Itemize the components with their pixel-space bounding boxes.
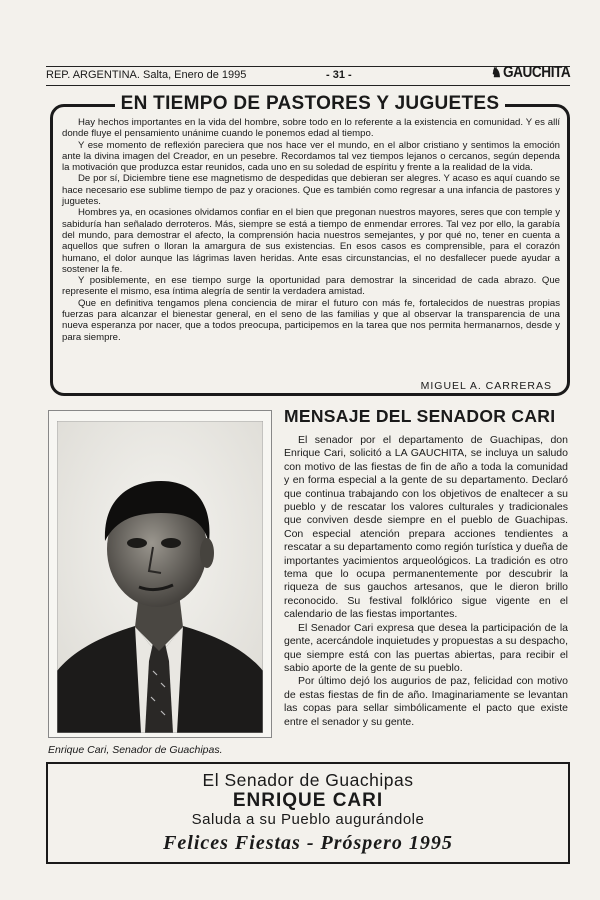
article-paragraph: Por último dejó los augurios de paz, felicidad con motivo de estas fiestas de fin de año. Imaginariamente se levantan las copas para sellar simbólicamente el pacto que existe entre el senador y su gente. [284,675,568,728]
article-paragraph: El Senador Cari expresa que desea la participación de la gente, acercándole inquietudes y propuestas a su despacho, que siempre está con las puertas abiertas, para recibir el sabio aporte de la gente de su pueblo. [284,621,568,674]
editorial-paragraph: Y posiblemente, en ese tiempo surge la oportunidad para demostrar la sinceridad de cada abrazo. Que represente el mismo, esa íntima alegría de sentir la verdadera amistad. [62,275,560,298]
senator-portrait-photo [57,421,263,733]
article-body [284,434,568,729]
header-location: REP. ARGENTINA. Salta, Enero de 1995 [46,69,247,81]
editorial-paragraph: Hay hechos importantes en la vida del hombre, sobre todo en lo referente a la existencia en comunidad. Y es allí donde fluye el pensamiento unánime cuando le ponemos edad al tiempo. [62,117,560,140]
editorial-title [50,93,570,115]
page-header [46,66,570,86]
editorial-body [62,117,560,343]
greeting-ad-box [46,762,570,864]
editorial-author: MIGUEL A. CARRERAS [420,380,552,392]
photo-caption: Enrique Cari, Senador de Guachipas. [48,744,223,756]
page-number: - 31 - [326,69,352,81]
editorial-title-text: EN TIEMPO DE PASTORES Y JUGUETES [115,93,506,114]
editorial-paragraph: Y ese momento de reflexión pareciera que nos hace ver el mundo, en el albor cristiano y sentimos la emoción ante la divina imagen del Creador, en un pesebre. Recordamos tal vez tiempos lejanos o cercanos, según dependa la motivación que produzca estar reunidos, cada uno en su soledad de espíritu y frente a la realidad de la vida. [62,139,560,174]
editorial-paragraph: Hombres ya, en ocasiones olvidamos confiar en el bien que pregonan nuestros mayores, seres que con temple y sabiduría han señalado derroteros. Más, siempre se está a tiempo de enmendar errores. Tal vez por ello, la garabía del mundo, para demostrar el afecto, la comprensión hacia nuestros semejantes, y por qué no, tener en cuenta a aquellos que sufren o lloran la amargura de sus existencias. En esos casos es comprensible, para el corazón humano, el dolor aunque las lágrimas laven heridas. Ante esas circunstancias, el no desfallecer puede ayudar a sostener la fe. [62,207,560,275]
article-paragraph: El senador por el departamento de Guachipas, don Enrique Cari, solicitó a LA GAUCHITA, se incluya un saludo con motivo de las fiestas de fin de año a toda la comunidad y en forma especial a la gente de su departamento. Declaró que continua trabajando con los objetivos de enaltecer a su pueblo y de rescatar los valores culturales y tradicionales que conviven desde siempre en el pueblo de Guachipas. Con especial atención prepara acciones tendientes a rescatar a su departamento como región turística y dueña de importantes yacimientos arqueológicos. La tradición es otro tema que lo ocupa permanentemente por descubrir la riqueza de sus gauchos artesanos, que le dieron brillo reconocido. Su festival folklórico sigue vigente en el calendario de las fiestas importantes. [284,434,568,621]
senator-photo-frame [48,410,272,738]
ad-line-greeting: Saluda a su Pueblo augurándole [191,811,425,828]
editorial-paragraph: Que en definitiva tengamos plena conciencia de mirar el futuro con más fe, fortalecidos de nuestras propias fuerzas para alcanzar el bienestar general, en el seno de las familias y que al observar la transparencia de una nueva esperanza por nacer, que a todos preocupa, participemos en la tarea que nos permita hermanarnos, desde y para siempre. [62,297,560,343]
article-title: MENSAJE DEL SENADOR CARI [284,406,556,426]
header-rule-bottom [46,85,570,86]
ad-line-wishes: Felices Fiestas - Próspero 1995 [163,832,453,854]
editorial-paragraph: De por sí, Diciembre tiene ese magnetismo de despedidas que debieran ser alegres. Y acaso es aquí cuando se hace necesario ese sublime tiempo de paz y oraciones. Que es también como regresar a una infancia de pastores y juguetes. [62,173,560,208]
newspaper-logo [491,64,570,82]
ad-line-senator: El Senador de Guachipas [202,770,414,790]
logo-text: GAUCHITA [502,64,570,81]
ad-line-name: ENRIQUE CARI [232,790,384,811]
horse-rider-icon: ♞ [490,64,501,80]
